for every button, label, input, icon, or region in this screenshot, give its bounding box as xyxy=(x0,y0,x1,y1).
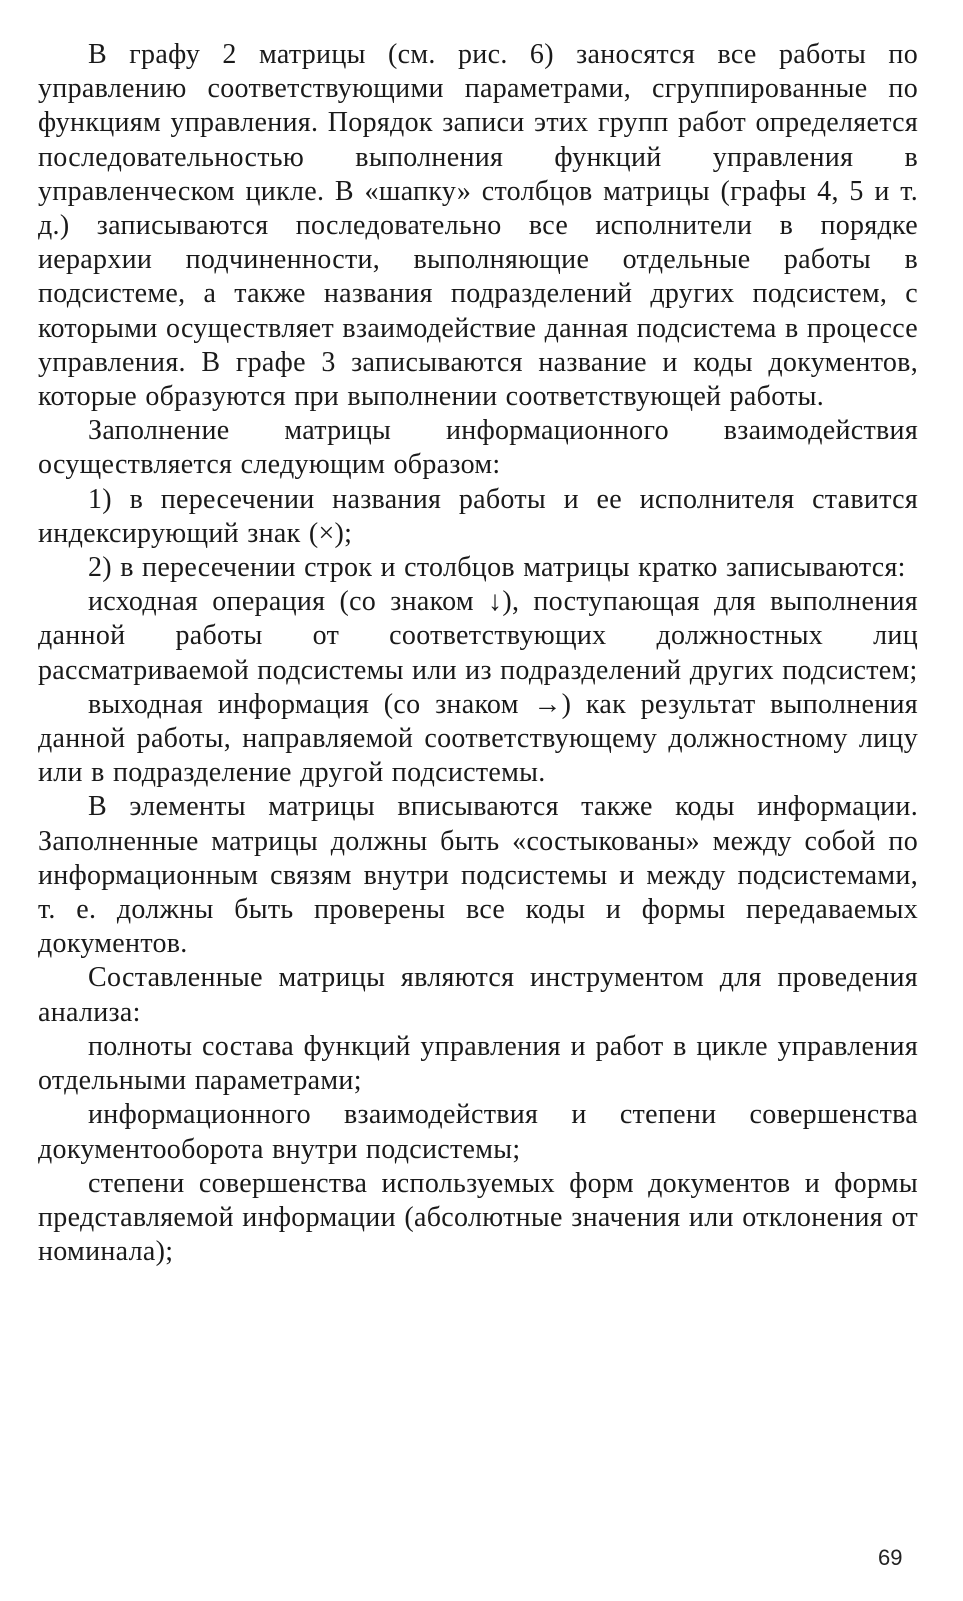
paragraph-filling-intro: Заполнение матрицы информационного взаимодействия осуществляется следующим образом: xyxy=(38,415,918,481)
list-item-index-sign: 1) в пересечении названия работы и ее исполнителя ставится индексирующий знак (×); xyxy=(38,483,918,549)
paragraph-matrix-columns: В графу 2 матрицы (см. рис. 6) заносятся все работы по управлению соответствующими параметрами, сгруппированные по функциям управления. Порядок записи этих групп работ определяется последовательностью выполнения функций управления в управленческом цикле. В «шапку» столбцов матрицы (графы 4, 5 и т. д.) записываются последовательно все исполнители в порядке иерархии подчиненности, выполняющие отдельные работы в подсистеме, а также названия подразделений других подсистем, с которыми осуществляет взаимодействие данная подсистема в процессе управления. В графе 3 записываются название и коды документов, которые образуются при выполнении соответствующей работы. xyxy=(38,39,918,413)
page-number: 69 xyxy=(878,1545,903,1570)
book-page xyxy=(38,38,918,1538)
paragraph-analysis-forms: степени совершенства используемых форм документов и формы представляемой информации (абсолютные значения или отклонения от номинала); xyxy=(38,1167,918,1268)
paragraph-analysis-completeness: полноты состава функций управления и работ в цикле управления отдельными параметрами; xyxy=(38,1030,918,1097)
paragraph-analysis-intro: Составленные матрицы являются инструментом для проведения анализа: xyxy=(38,962,918,1028)
paragraph-output-information: выходная информация (со знаком →) как результат выполнения данной работы, направляемой соответствующему должностному лицу или в подразделение другой подсистемы. xyxy=(38,688,918,789)
paragraph-input-operation: исходная операция (со знаком ↓), поступающая для выполнения данной работы от соответствующих должностных лиц рассматриваемой подсистемы или из подразделений других подсистем; xyxy=(38,586,918,686)
paragraph-information-codes: В элементы матрицы вписываются также коды информации. Заполненные матрицы должны быть «состыкованы» между собой по информационным связям внутри подсистемы и между подсистемами, т. е. должны быть проверены все коды и формы передаваемых документов. xyxy=(38,791,918,960)
list-item-intersections: 2) в пересечении строк и столбцов матрицы кратко записываются: xyxy=(88,552,906,584)
paragraph-analysis-interaction: информационного взаимодействия и степени совершенства документооборота внутри подсистемы; xyxy=(38,1099,918,1165)
body-text xyxy=(38,38,918,1269)
